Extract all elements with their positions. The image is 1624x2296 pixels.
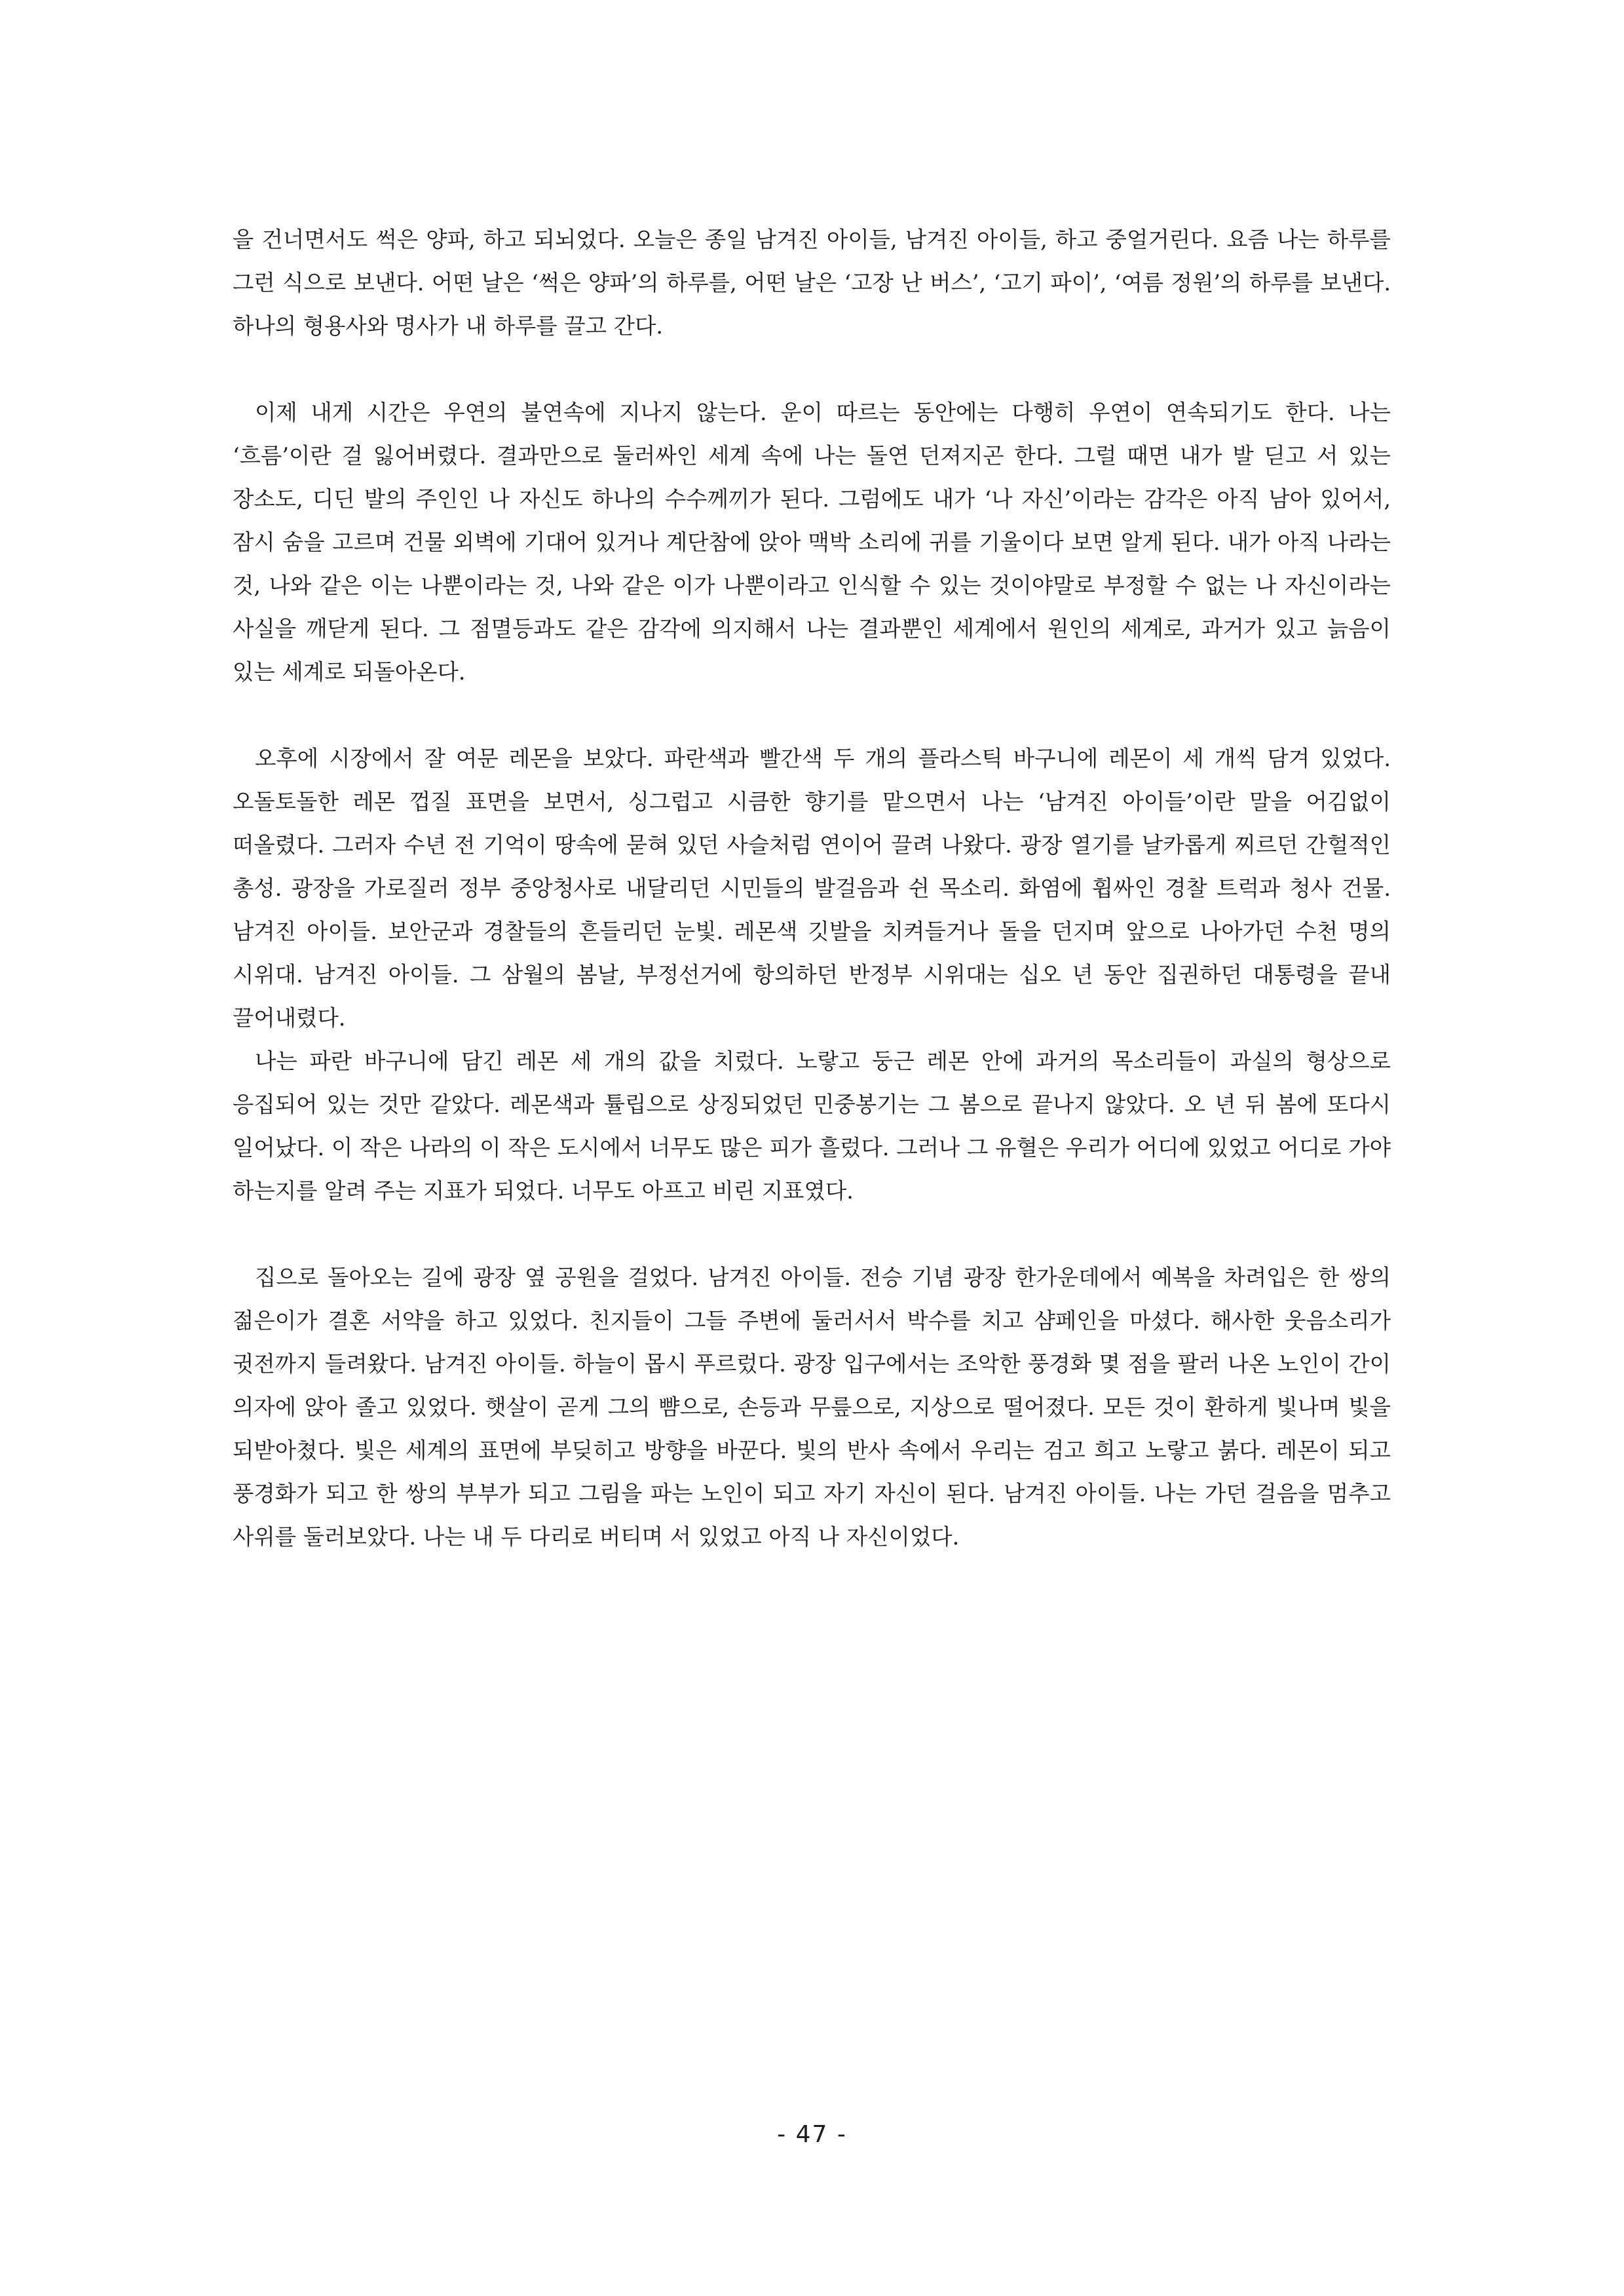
paragraph: 이제 내게 시간은 우연의 불연속에 지나지 않는다. 운이 따르는 동안에는 다행히 우연이 연속되기도 한다. 나는 ‘흐름’이란 걸 잃어버렸다. 결과만으로 둘러싸인 세계 속에 나는 돌연 던져지곤 한다. 그럴 때면 내가 발 딛고 서 있는 장소도, 디딘 발의 주인인 나 자신도 하나의 수수께끼가 된다. 그럼에도 내가 ‘나 자신’이라는 감각은 아직 남아 있어서, 잠시 숨을 고르며 건물 외벽에 기대어 있거나 계단참에 앉아 맥박 소리에 귀를 기울이다 보면 알게 된다. 내가 아직 나라는 것, 나와 같은 이는 나뿐이라는 것, 나와 같은 이가 나뿐이라고 인식할 수 있는 것이야말로 부정할 수 없는 나 자신이라는 사실을 깨닫게 된다. 그 점멸등과도 같은 감각에 의지해서 나는 결과뿐인 세계에서 원인의 세계로, 과거가 있고 늙음이 있는 세계로 되돌아온다. <box>233 400 1391 685</box>
paragraph: 을 건너면서도 썩은 양파, 하고 되뇌었다. 오늘은 종일 남겨진 아이들, 남겨진 아이들, 하고 중얼거린다. 요즘 나는 하루를 그런 식으로 보낸다. 어떤 날은 ‘썩은 양파’의 하루를, 어떤 날은 ‘고장 난 버스’, ‘고기 파이’, ‘여름 정원’의 하루를 보낸다. 하나의 형용사와 명사가 내 하루를 끌고 간다. <box>233 227 1391 339</box>
body-text <box>233 218 1391 1559</box>
paragraph: 집으로 돌아오는 길에 광장 옆 공원을 걸었다. 남겨진 아이들. 전승 기념 광장 한가운데에서 예복을 차려입은 한 쌍의 젊은이가 결혼 서약을 하고 있었다. 친지들이 그들 주변에 둘러서서 박수를 치고 샴페인을 마셨다. 해사한 웃음소리가 귓전까지 들려왔다. 남겨진 아이들. 하늘이 몹시 푸르렀다. 광장 입구에서는 조악한 풍경화 몇 점을 팔러 나온 노인이 간이 의자에 앉아 졸고 있었다. 햇살이 곧게 그의 뺨으로, 손등과 무릎으로, 지상으로 떨어졌다. 모든 것이 환하게 빛나며 빛을 되받아쳤다. 빛은 세계의 표면에 부딪히고 방향을 바꾼다. 빛의 반사 속에서 우리는 검고 희고 노랗고 붉다. 레몬이 되고 풍경화가 되고 한 쌍의 부부가 되고 그림을 파는 노인이 되고 자기 자신이 된다. 남겨진 아이들. 나는 가던 걸음을 멈추고 사위를 둘러보았다. 나는 내 두 다리로 버티며 서 있었고 아직 나 자신이었다. <box>233 1265 1391 1550</box>
paragraph-gap <box>233 348 1391 391</box>
paragraph: 나는 파란 바구니에 담긴 레몬 세 개의 값을 치렀다. 노랗고 둥근 레몬 안에 과거의 목소리들이 과실의 형상으로 응집되어 있는 것만 같았다. 레몬색과 튤립으로 상징되었던 민중봉기는 그 봄으로 끝나지 않았다. 오 년 뒤 봄에 또다시 일어났다. 이 작은 나라의 이 작은 도시에서 너무도 많은 피가 흘렀다. 그러나 그 유혈은 우리가 어디에 있었고 어디로 가야 하는지를 알려 주는 지표가 되었다. 너무도 아프고 비린 지표였다. <box>233 1048 1391 1204</box>
paragraph: 오후에 시장에서 잘 여문 레몬을 보았다. 파란색과 빨간색 두 개의 플라스틱 바구니에 레몬이 세 개씩 담겨 있었다. 오돌토돌한 레몬 껍질 표면을 보면서, 싱그럽고 시큼한 향기를 맡으면서 나는 ‘남겨진 아이들’이란 말을 어김없이 떠올렸다. 그러자 수년 전 기억이 땅속에 묻혀 있던 사슬처럼 연이어 끌려 나왔다. 광장 열기를 날카롭게 찌르던 간헐적인 총성. 광장을 가로질러 정부 중앙청사로 내달리던 시민들의 발걸음과 쉰 목소리. 화염에 휩싸인 경찰 트럭과 청사 건물. 남겨진 아이들. 보안군과 경찰들의 흔들리던 눈빛. 레몬색 깃발을 치켜들거나 돌을 던지며 앞으로 나아가던 수천 명의 시위대. 남겨진 아이들. 그 삼월의 봄날, 부정선거에 항의하던 반정부 시위대는 십오 년 동안 집권하던 대통령을 끝내 끌어내렸다. <box>233 746 1391 1031</box>
paragraph-gap <box>233 694 1391 737</box>
paragraph-gap <box>233 1213 1391 1256</box>
page-number: - 47 - <box>777 2121 847 2148</box>
